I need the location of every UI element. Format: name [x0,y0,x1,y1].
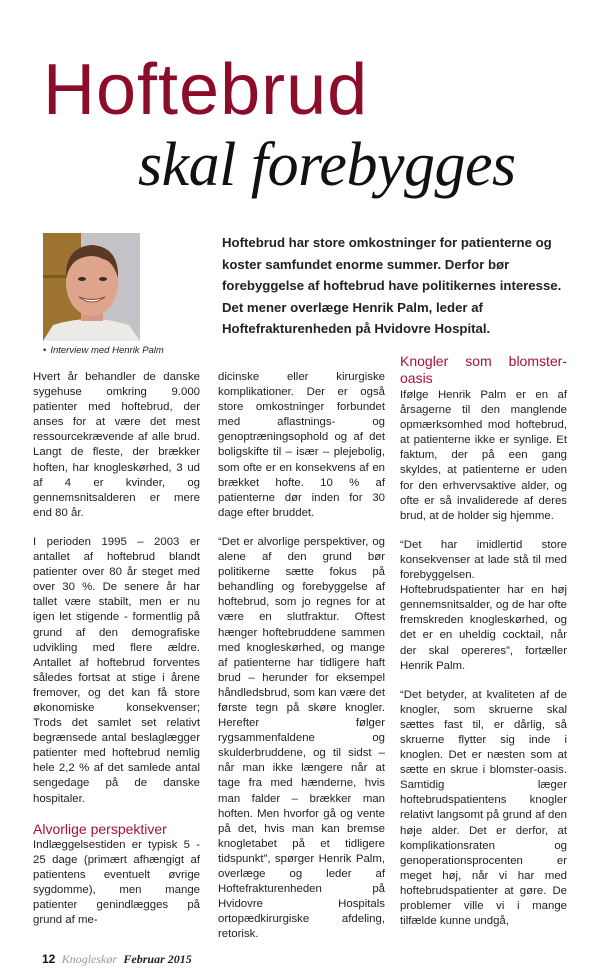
article-title: Hoftebrud [43,50,369,130]
portrait-photo [43,233,140,341]
section-heading: Alvorlige perspektiver [33,820,167,837]
article-column-1 [33,370,200,928]
issue-date: Februar 2015 [123,952,192,966]
magazine-name: Knogleskør [61,952,118,966]
paragraph: Indlæggelsestiden er typisk 5 - 25 dage (primært afhængigt af patientens eventuelt øvrige sygdomme), men mange patienter genindlægges på grund af me- [33,838,200,927]
paragraph: dicinske eller kirurgiske komplikationer. Der er også store omkostninger forbundet med aflastnings- og genoptræningsophold og af det boligskifte til – især – plejebolig, som ofte er en konsekvens af en brækket hofte. 10 % af patienterne dør inden for 30 dage efter bruddet. [218,371,385,519]
paragraph: “Det er alvorlige perspektiver, og alene af den grund bør politikerne sætte fokus på behandling og forebyggelse af hoftebrud, som jo regnes for at være en slutfraktur. Oftest hænger hoftebruddene sammen med knogleskørhed, og mange af patienterne har tidligere haft brud – herunder for eksempel håndledsbrud, som kan være det første tegn på skøre knogler. Herefter følger rygsammenfaldene og skulderbruddene, og til sidst – når man ikke længere når at tage fra med hænderne, hvis man falder – brækker man hoften. Men hvorfor gå og vente på det, hvis man kan bremse knogletabet på et tidligere tidspunkt”, spørger Henrik Palm, overlæge og leder af Hoftefrakturenheden på Hvidovre Hospitals ortopædkirurgiske afdeling, retorisk. [218,535,385,941]
photo-caption-text: Interview med Henrik Palm [50,345,164,356]
page-number: 12 [42,952,56,966]
paragraph: Hvert år behandler de danske sygehuse omkring 9.000 patienter med hoftebrud, der anses for at være det mest ressourcekrævende af alle brud. Langt de fleste, der brækker hoften, har knogleskørhed, 3 ud af 4 er kvinder, og gennemsnitsalderen er mere end 80 år. [33,371,200,519]
paragraph: “Det har imidlertid store konsekvenser at lade stå til med forebyggelsen. Hoftebrudspatienter har en høj gennemsnitsalder, og de har ofte fremskreden knogleskørhed, og det er en uheldig cocktail, når der skal opereres”, fortæller Henrik Palm. [400,538,567,672]
portrait-illustration [43,233,140,341]
lead-paragraph: Hoftebrud har store omkostninger for patienterne og koster samfundet enorme summer. Derfor bør forebyggelse af hoftebrud have politikernes interesse. Det mener overlæge Henrik Palm, leder af Hoftefrakturenheden på Hvidovre Hospital. [222,235,562,336]
paragraph: “Det betyder, at kvaliteten af de knogler, som skruerne skal sættes fast til, er dårlig, så skruerne flytter sig inde i knoglen. Det er næsten som at sætte en skrue i blomster-oasis. Samtidig læger hoftebrudspatientens knogler relativt langsomt på grund af den høje alder. Det er derfor, at komplikationsraten og genoperationsprocenten er meget høj, når vi har med hoftebrudspatienter at gøre. De problemer ville vi i mange tilfælde kunne undgå, [400,688,567,928]
article-subtitle: skal forebygges [138,131,516,199]
paragraph: I perioden 1995 – 2003 er antallet af hoftebrud blandt patienter over 80 år steget med over 30 %. De senere år har tallet være stabilt, men er nu igen let stigende - formentlig på grund af den demografiske udvikling med flere ældre. Antallet af hoftebrud forventes således fortsat at stige i årene fremover, og det kan få store økonomiske konsekvenser; Trods det samlet set relativt begrænsede antal beslaglægger patienter med hoftebrud nemlig hele 2,2 % af det samlede antal sengedage på de danske hospitaler. [33,535,200,805]
section-heading: Knogler som blomster-oasis [400,353,567,386]
article-column-3 [400,353,567,929]
paragraph: Ifølge Henrik Palm er en af årsagerne til den manglende opmærksomhed mod hoftebrud, at patienterne ikke er synlige. Et faktum, der på een gang skyldes, at patienterne er uden for den erhvervsaktive alder, og ofte er så invaliderede af deres brud, at de holder sig hjemme. [400,389,567,522]
bullet-icon: • [43,345,47,356]
article-column-2 [218,370,385,942]
left-eye [78,277,86,281]
photo-caption [43,345,164,357]
right-eye [99,277,107,281]
page-footer [42,952,192,967]
